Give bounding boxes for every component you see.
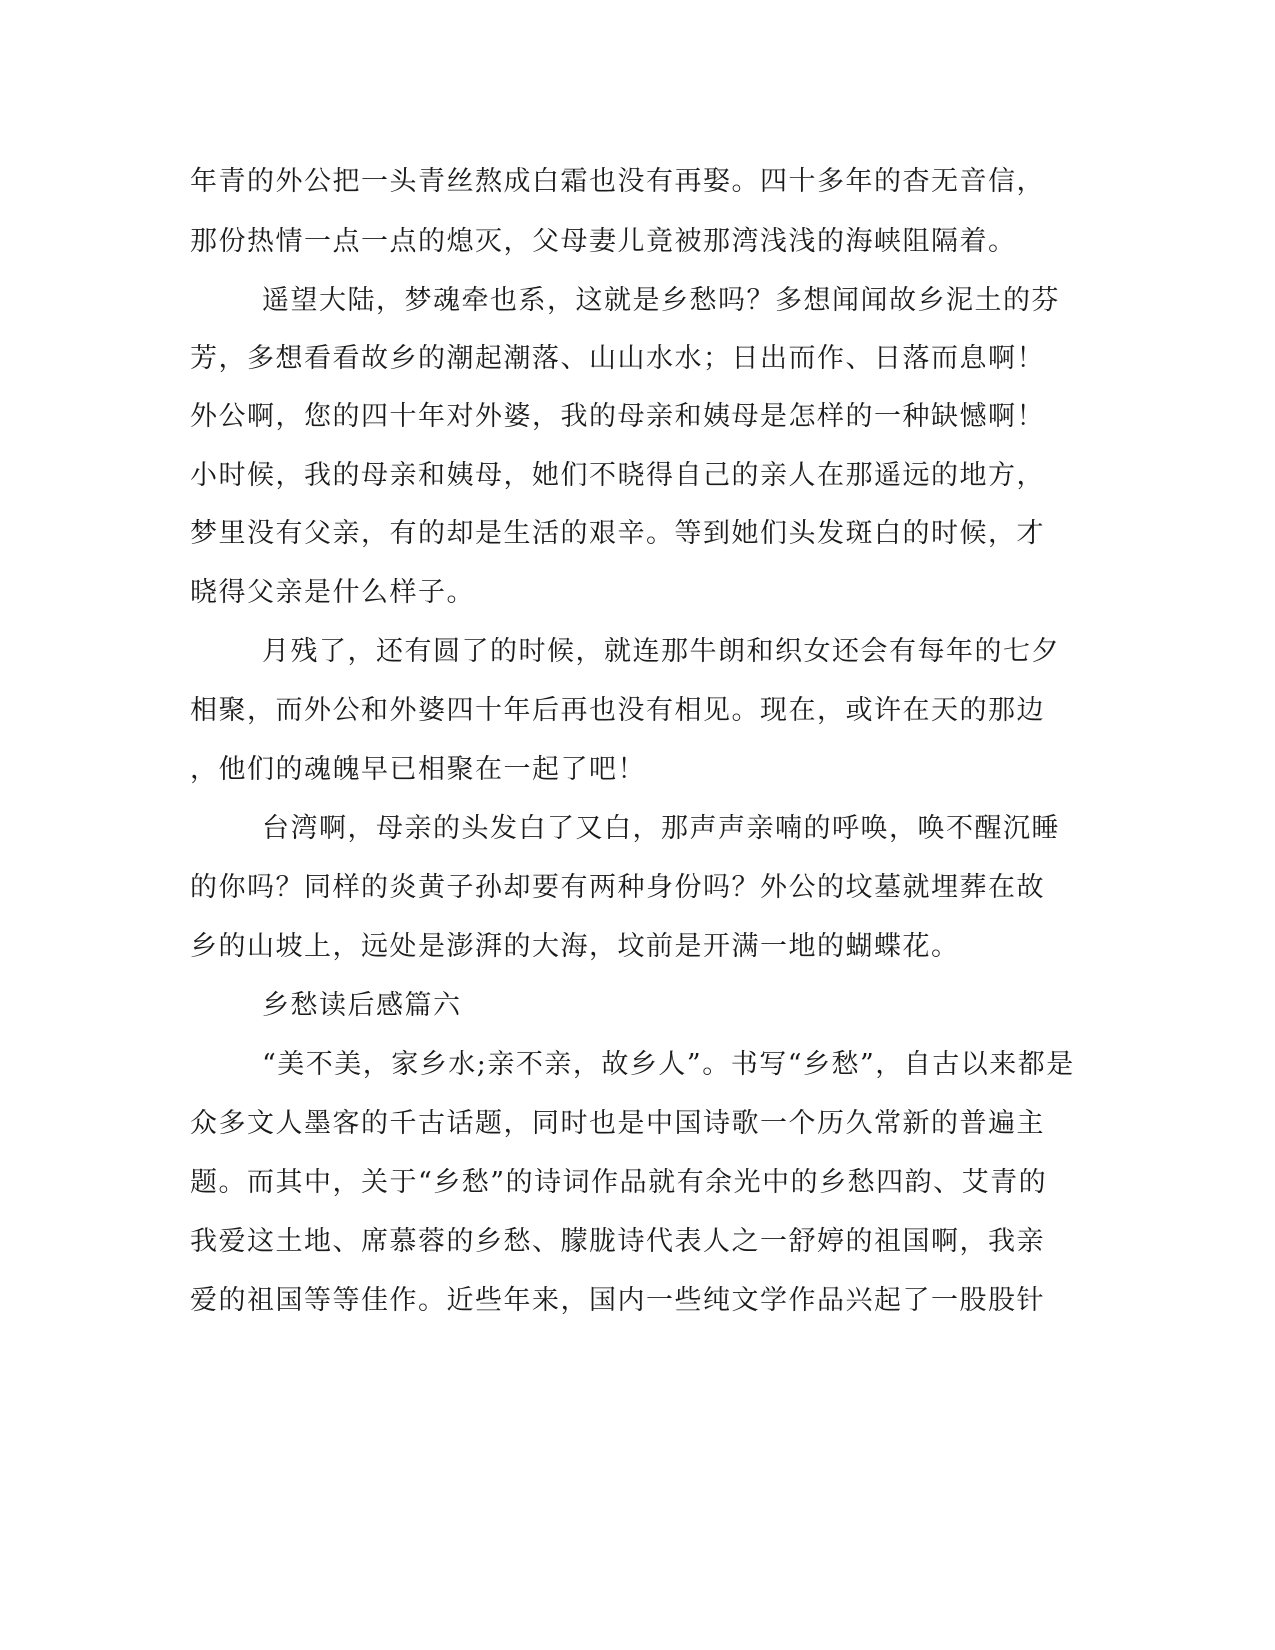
text-line: 外公啊，您的四十年对外婆，我的母亲和姨母是怎样的一种缺憾啊！ (190, 401, 1045, 432)
paragraph-first-line: “美不美，家乡水;亲不亲，故乡人”。书写“乡愁”，自古以来都是 (262, 1049, 1075, 1080)
text-line: 我爱这土地、席慕蓉的乡愁、朦胧诗代表人之一舒婷的祖国啊，我亲 (190, 1226, 1045, 1257)
text-line: 题。而其中，关于“乡愁”的诗词作品就有余光中的乡愁四韵、艾青的 (190, 1167, 1048, 1198)
text-line: 乡的山坡上，远处是澎湃的大海，坟前是开满一地的蝴蝶花。 (190, 931, 960, 962)
paragraph-first-line: 月残了，还有圆了的时候，就连那牛朗和织女还会有每年的七夕 (262, 636, 1060, 667)
text-line: 小时候，我的母亲和姨母，她们不晓得自己的亲人在那遥远的地方， (190, 460, 1045, 491)
text-line: 芳，多想看看故乡的潮起潮落、山山水水；日出而作、日落而息啊！ (190, 343, 1045, 374)
paragraph-first-line: 遥望大陆，梦魂牵也系，这就是乡愁吗？多想闻闻故乡泥土的芬 (262, 285, 1060, 316)
section-heading: 乡愁读后感篇六 (262, 990, 462, 1021)
text-line: 那份热情一点一点的熄灭，父母妻儿竟被那湾浅浅的海峡阻隔着。 (190, 226, 1017, 257)
text-line: 晓得父亲是什么样子。 (190, 577, 475, 608)
text-line: 梦里没有父亲，有的却是生活的艰辛。等到她们头发斑白的时候，才 (190, 518, 1045, 549)
paragraph-first-line: 台湾啊，母亲的头发白了又白，那声声亲喃的呼唤，唤不醒沉睡 (262, 813, 1060, 844)
text-line: 的你吗？同样的炎黄子孙却要有两种身份吗？外公的坟墓就埋葬在故 (190, 872, 1045, 903)
text-line: 相聚，而外公和外婆四十年后再也没有相见。现在，或许在天的那边 (190, 695, 1045, 726)
text-line: 年青的外公把一头青丝熬成白霜也没有再娶。四十多年的杳无音信， (190, 166, 1045, 197)
text-line: ，他们的魂魄早已相聚在一起了吧！ (190, 754, 646, 785)
text-line: 爱的祖国等等佳作。近些年来，国内一些纯文学作品兴起了一股股针 (190, 1285, 1045, 1316)
text-line: 众多文人墨客的千古话题，同时也是中国诗歌一个历久常新的普遍主 (190, 1108, 1045, 1139)
